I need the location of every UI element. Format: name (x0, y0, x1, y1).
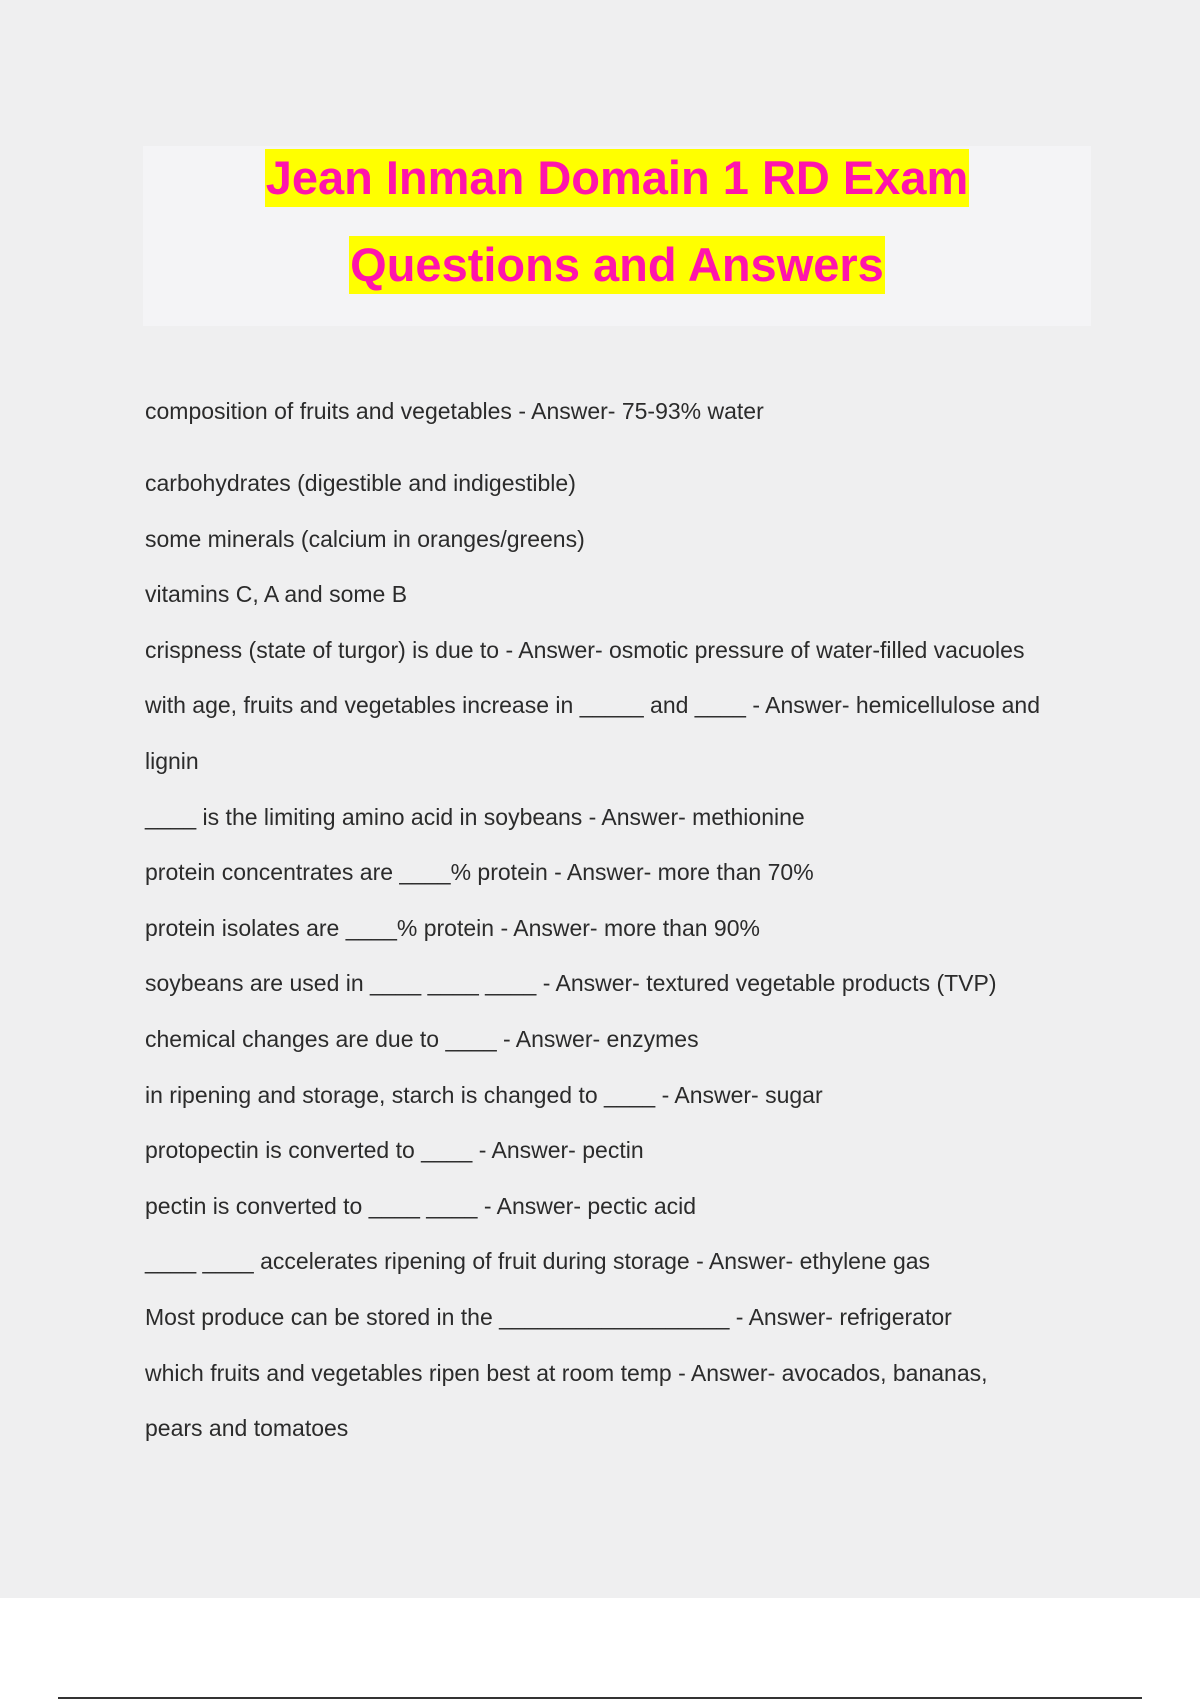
qa-line: pears and tomatoes (145, 1415, 349, 1441)
qa-line: in ripening and storage, starch is changed to ____ - Answer- sugar (145, 1082, 823, 1108)
qa-line: ____ ____ accelerates ripening of fruit during storage - Answer- ethylene gas (145, 1248, 931, 1274)
qa-line: ____ is the limiting amino acid in soybeans - Answer- methionine (145, 804, 805, 830)
qa-line: protein concentrates are ____% protein - Answer- more than 70% (145, 859, 814, 885)
qa-line: crispness (state of turgor) is due to - Answer- osmotic pressure of water-filled vacuoles (145, 637, 1025, 663)
qa-line: protein isolates are ____% protein - Answer- more than 90% (145, 915, 760, 941)
qa-line: some minerals (calcium in oranges/greens) (145, 526, 585, 552)
document-title-line-1: Jean Inman Domain 1 RD Exam (265, 149, 970, 207)
qa-line: chemical changes are due to ____ - Answer- enzymes (145, 1026, 699, 1052)
qa-line: protopectin is converted to ____ - Answer- pectin (145, 1137, 644, 1163)
page-divider (58, 1697, 1142, 1699)
title-block (143, 146, 1091, 326)
qa-line: Most produce can be stored in the __________________ - Answer- refrigerator (145, 1304, 952, 1330)
qa-line: composition of fruits and vegetables - Answer- 75-93% water (145, 398, 764, 424)
document-title-line-2: Questions and Answers (349, 236, 885, 294)
qa-line: pectin is converted to ____ ____ - Answer- pectic acid (145, 1193, 697, 1219)
qa-line: lignin (145, 748, 199, 774)
qa-line: carbohydrates (digestible and indigestible) (145, 470, 576, 496)
qa-line: soybeans are used in ____ ____ ____ - Answer- textured vegetable products (TVP) (145, 970, 997, 996)
qa-line: with age, fruits and vegetables increase in _____ and ____ - Answer- hemicellulose and (145, 692, 1041, 718)
qa-line: which fruits and vegetables ripen best at room temp - Answer- avocados, bananas, (145, 1360, 988, 1386)
qa-line: vitamins C, A and some B (145, 581, 408, 607)
